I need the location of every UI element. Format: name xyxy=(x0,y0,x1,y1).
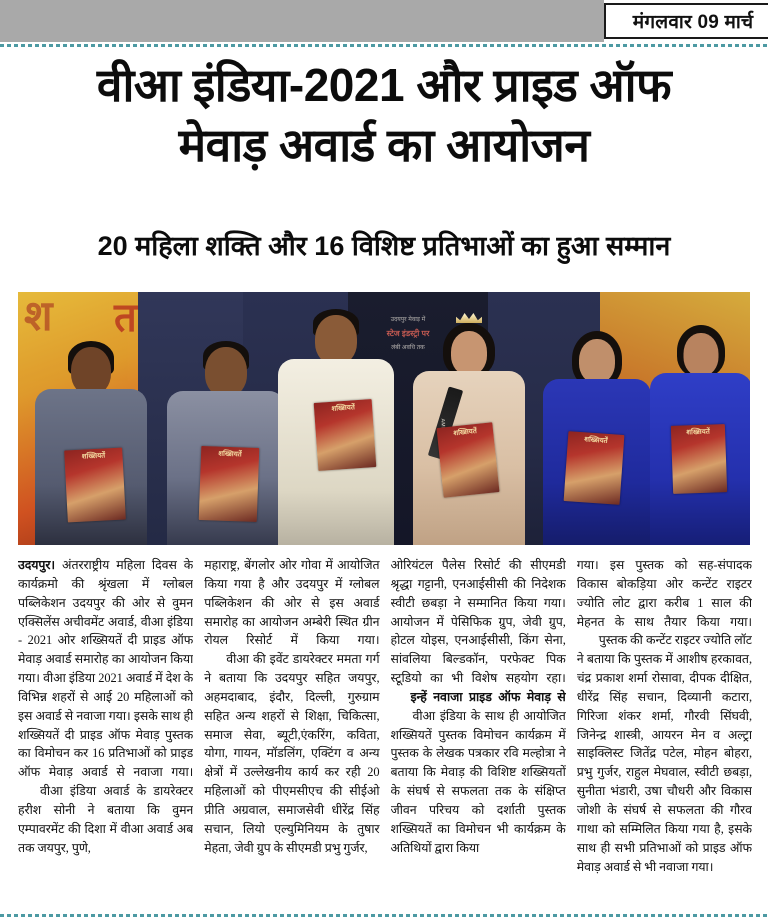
photo-person-5 xyxy=(540,315,654,545)
magazine-title: शख्सियतें xyxy=(218,450,242,459)
article-paragraph: महाराष्ट्र, बेंगलोर ओर गोवा में आयोजित किया गया है और उदयपुर में ग्लोबल पब्लिकेशन की ओर से इस अवार्ड समारोह का आयोजन अम्बेरी स्थित ग्रीन रोयल रिसोर्ट में किया गया। xyxy=(204,558,380,648)
masthead-strip xyxy=(0,0,768,44)
person-4-head xyxy=(451,331,487,375)
person-4-magazine xyxy=(436,422,499,497)
article-paragraph: वीआ की इवेंट डायरेक्टर ममता गर्ग ने बताया कि उदयपुर सहित जयपुर, अहमदाबाद, इंदौर, दिल्ली, गुरुग्राम सहित अन्य शहरों से शिक्षा, चिकित्सा, समाज सेवा, ब्यूटी,एंकरिंग, कविता, योगा, गायन, मॉडलिंग, एक्टिंग व अन्य क्षेत्रों में उल्लेखनीय कार्य कर रही 20 महिलाओं को पीएमसीएच की सीईओ प्रीति अग्रवाल, समाजसेवी धीरेंद्र सिंह सचान, लियो एल्युमिनियम के तुषार मेहता, जेवी ग्रुप के सीएमडी प्रभु गुर्जर, xyxy=(204,652,380,855)
article-paragraph: वीआ इंडिया के साथ ही आयोजित शख्सियतें पुस्तक विमोचन कार्यक्रम में पुस्तक के लेखक पत्रकार रवि मल्होत्रा ने बताया कि मेवाड़ की विशिष्ट शख्सियतों के संघर्ष से सफलता तक के संक्षिप्त जीवन परिचय को दर्शाती पुस्तक शख्सियतें का विमोचन भी कार्यक्रम के अतिथियों द्वारा किया xyxy=(390,708,566,855)
poster-line-3: लंबी अवधि तक xyxy=(391,345,425,351)
page-title xyxy=(0,56,768,176)
person-1-head xyxy=(71,347,111,395)
photo-person-1 xyxy=(32,319,150,545)
stage-banner-red-glyph: त xyxy=(114,296,137,340)
headline-line-2: मेवाड़ अवार्ड का आयोजन xyxy=(178,118,590,171)
person-3-magazine xyxy=(314,399,377,471)
person-5-magazine xyxy=(564,431,625,505)
banner-script-glyph: श xyxy=(24,292,53,339)
bottom-dashed-divider xyxy=(0,914,768,917)
article-body xyxy=(18,556,752,908)
article-paragraph: पुस्तक की कन्टेंट राइटर ज्योति लॉट ने बताया कि पुस्तक में आशीष हरकावत, चंद्र प्रकाश शर्मा रोसावा, दीपक दीक्षित, धीरेंद्र सिंह सचान, दिव्यानी कटारा, गिरिजा शंकर शर्मा, गौरवी सिंघवी, जिनेन्द्र शास्त्री, आयरन मेन व अल्ट्रा साइक्लिस्ट जितेंद्र पटेल, मोहन बोहरा, प्रभु गुर्जर, राहुल मेघवाल, स्वीटी छबड़ा, सुनीता भंडारी, उषा चौधरी और विकास जोशी के संघर्ष से सफलता की गौरव गाथा को सम्मिलित किया गया है, इसके साथ ही सभी प्रतिभाओं को प्राइड ऑफ मेवाड़ अवार्ड से भी नवाजा गया। xyxy=(576,633,752,874)
crown-icon xyxy=(456,313,482,323)
photo-person-6 xyxy=(648,313,750,545)
magazine-title: शख्सियतें xyxy=(81,452,106,461)
person-3-head xyxy=(315,315,357,365)
magazine-title: शख्सियतें xyxy=(331,404,356,413)
article-paragraph-text: अंतरराष्ट्रीय महिला दिवस के कार्यक्रमो की श्रृंखला में ग्लोबल पब्लिकेशन उदयपुर की ओर से वुमन एक्सिलेंस अचीवमेंट अवार्ड, वीआ इंडिया - 2021 ओर शख्सियतें दी प्राइड ऑफ मेवाड़ अवार्ड समारोह का आयोजन किया गया। वीआ इंडिया 2021 अवार्ड में देश के विभिन्न शहरों से आई 20 महिलाओं को इस अवार्ड से नवाजा गया। इसके साथ ही शख्सियतें दी प्राइड ऑफ मेवाड़ पुस्तक का विमोचन कर 16 प्रतिभाओं को प्राइड ऑफ मेवाड़ अवार्ड से नवाजा गया। xyxy=(18,558,194,780)
dateline: उदयपुर। xyxy=(18,558,56,572)
person-1-magazine xyxy=(64,448,126,523)
masthead-gray-band xyxy=(0,0,604,42)
photo-person-4 xyxy=(410,309,528,545)
article-paragraph: ओरियंटल पैलेस रिसोर्ट की सीएमडी श्रृद्धा गट्टानी, एनआईसीसी की निदेशक स्वीटी छबड़ा ने सम्मानित किया गया। आयोजन में पेसिफिक ग्रुप, जेवी ग्रुप, होटल योइस, एनआईसीसी, किंग सेना, सांवलिया बिल्डकॉन, परफेक्ट पिक स्टूडियो का भी विशेष सहयोग रहा। xyxy=(390,558,566,686)
article-paragraph: गया। इस पुस्तक को सह-संपादक विकास बोकड़िया ओर कन्टेंट राइटर ज्योति लोट द्वारा करीब 1 साल की मेहनत के साथ तैयार किया गया। xyxy=(576,558,752,629)
person-2-magazine xyxy=(199,446,260,522)
magazine-title: शख्सियतें xyxy=(453,427,478,438)
date-banner xyxy=(604,3,768,39)
poster-line-2: स्टेज इंडस्ट्री पर xyxy=(386,329,430,338)
photo-person-3 xyxy=(276,301,396,545)
headline-line-1: वीआ इंडिया-2021 और प्राइड ऑफ xyxy=(96,59,672,111)
person-6-head xyxy=(684,333,719,376)
person-2-head xyxy=(205,347,247,397)
top-dashed-divider xyxy=(0,44,768,47)
article-subheading: इन्हें नवाजा प्राइड ऑफ मेवाड़ से xyxy=(410,689,566,704)
article-column-4 xyxy=(577,556,752,908)
poster-line-1: उदयपुर मेवाड़ में xyxy=(390,317,426,323)
headline-block xyxy=(0,56,768,176)
article-paragraph: वीआ इंडिया अवार्ड के डायरेक्टर हरीश सोनी ने बताया कि वुमन एम्पावरमेंट की दिशा में वीआ अवार्ड अब तक जयपुर, पुणे, xyxy=(18,784,194,855)
date-banner-text: मंगलवार 09 मार्च xyxy=(632,12,754,33)
article-column-1 xyxy=(18,556,193,908)
magazine-title: शख्सियतें xyxy=(686,428,710,437)
article-column-2 xyxy=(204,556,379,908)
photo-person-2 xyxy=(164,313,288,545)
person-6-magazine xyxy=(671,424,727,494)
person-5-head xyxy=(579,339,615,383)
subheadline: 20 महिला शक्ति और 16 विशिष्ट प्रतिभाओं का हुआ सम्मान xyxy=(97,231,671,261)
article-column-3 xyxy=(391,556,566,908)
article-paragraph xyxy=(18,556,193,782)
magazine-title: शख्सियतें xyxy=(583,436,608,445)
event-photo xyxy=(18,292,750,545)
